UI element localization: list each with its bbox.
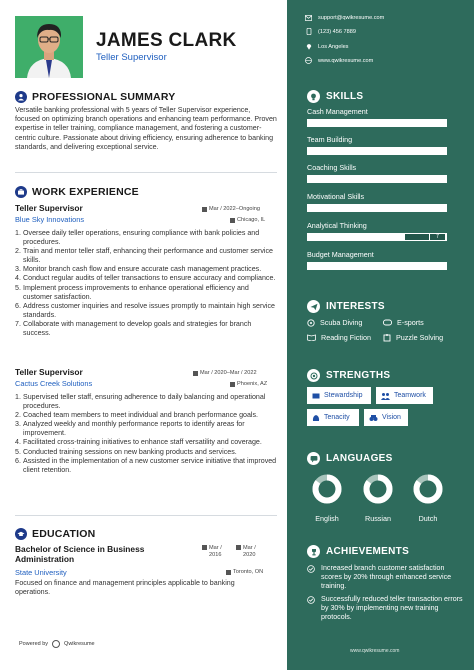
skills-heading [307, 90, 363, 103]
interest-label: Puzzle Solving [396, 333, 444, 342]
email-icon [305, 14, 312, 21]
skill-bar-fill [308, 176, 446, 182]
phone-icon [305, 28, 312, 35]
trophy-icon [307, 545, 320, 558]
contact-location-text: Los Angeles [318, 43, 349, 50]
skill-bar [307, 233, 447, 241]
list-item: 6. Assisted in the implementation of a new customer service initiative that improved client retention. [15, 456, 277, 474]
skill-name: Budget Management [307, 250, 374, 259]
globe-icon [305, 57, 312, 64]
target-icon [307, 369, 320, 382]
language-item [406, 473, 450, 523]
skill-name: Cash Management [307, 107, 368, 116]
education-heading [15, 528, 95, 540]
contact-phone[interactable] [305, 28, 356, 35]
e-sports-icon [383, 319, 392, 326]
language-item [356, 473, 400, 523]
languages-heading [307, 452, 393, 465]
language-item [305, 473, 349, 523]
experience-title: WORK EXPERIENCE [32, 186, 139, 198]
strengths-heading [307, 369, 390, 382]
skill-level: 10 [429, 175, 446, 183]
candidate-role: Teller Supervisor [96, 52, 167, 63]
skill-name: Team Building [307, 135, 353, 144]
location-pin-icon [305, 43, 312, 50]
skill-bar-fill [308, 263, 446, 269]
skill-bar [307, 204, 447, 212]
strength-label: Tenacity [324, 414, 350, 421]
education-degree: Bachelor of Science in Business Administration [15, 544, 145, 564]
summary-heading [15, 91, 175, 103]
interest-item [383, 333, 443, 342]
profile-photo [15, 16, 83, 78]
skill-level: 10 [429, 204, 446, 212]
skill-level: 10 [429, 262, 446, 270]
contact-email-text: support@qwikresume.com [318, 14, 385, 21]
briefcase-icon [15, 186, 27, 198]
calendar-icon [236, 545, 241, 550]
achievement-item [307, 595, 467, 621]
strength-label: Stewardship [324, 392, 363, 399]
achievement-text: Successfully reduced teller transaction errors by 30% by implementing new training protocols. [321, 595, 463, 621]
education-description: Focused on finance and management principles applicable to banking operations. [15, 579, 235, 597]
calendar-icon [202, 545, 207, 550]
language-proficiency-ring [412, 473, 444, 505]
skill-bar-fill [308, 120, 446, 126]
job-title: Teller Supervisor [15, 203, 83, 213]
list-item: 6. Address customer inquiries and resolve issues promptly to maintain high service standards. [15, 301, 275, 319]
experience-heading [15, 186, 139, 198]
interest-item [307, 333, 371, 342]
strength-label: Vision [382, 414, 401, 421]
skill-bar [307, 175, 447, 183]
paper-plane-icon [307, 300, 320, 313]
achievements-title: ACHIEVEMENTS [326, 546, 410, 557]
job-dates-text: Mar / 2020–Mar / 2022 [200, 370, 257, 376]
interest-label: Reading Fiction [321, 333, 371, 342]
skill-name: Motivational Skills [307, 192, 365, 201]
divider [15, 515, 277, 516]
calendar-icon [193, 371, 198, 376]
interest-item [307, 318, 362, 327]
job-location [230, 217, 265, 223]
lightbulb-icon [307, 90, 320, 103]
location-pin-icon [226, 570, 231, 575]
sidebar [287, 0, 474, 670]
language-name: English [315, 514, 339, 523]
contact-website-text: www.qwikresume.com [318, 57, 374, 64]
job-bullets [15, 229, 277, 338]
location-pin-icon [230, 382, 235, 387]
job-dates [193, 370, 257, 376]
education-start-text: Mar / 2016 [209, 545, 222, 558]
calendar-icon [202, 207, 207, 212]
language-proficiency-ring [311, 473, 343, 505]
puzzle-icon [383, 334, 391, 342]
language-proficiency-ring [362, 473, 394, 505]
list-item: 3. Analyzed weekly and monthly performance reports to identify areas for improvement. [15, 420, 245, 438]
education-end [236, 545, 261, 559]
job-location [230, 381, 267, 387]
interests-heading [307, 300, 385, 313]
skill-name: Analytical Thinking [307, 221, 367, 230]
scuba-diving-icon [307, 319, 315, 327]
job-company: Blue Sky Innovations [15, 215, 85, 224]
candidate-name: JAMES CLARK [96, 30, 237, 51]
skill-bar [307, 147, 447, 155]
list-item: 3. Monitor branch cash flow and ensure accurate cash management practices. [15, 265, 262, 274]
skill-bar [307, 119, 447, 127]
skill-name: Coaching Skills [307, 163, 357, 172]
powered-by-label: Powered by [19, 641, 49, 647]
job-location-text: Phoenix, AZ [237, 381, 268, 387]
skill-level: 10 [429, 147, 446, 155]
list-item: 2. Coached team members to meet individual and branch performance goals. [15, 411, 259, 420]
interest-item [383, 318, 424, 327]
achievement-item [307, 564, 467, 590]
languages-title: LANGUAGES [326, 453, 393, 464]
job-company: Cactus Creek Solutions [15, 379, 93, 388]
check-circle-icon [307, 565, 315, 573]
graduation-cap-icon [15, 528, 27, 540]
education-location-text: Toronto, ON [233, 569, 264, 575]
skill-bar-fill [308, 148, 446, 154]
summary-text: Versatile banking professional with 5 years of Teller Supervisor experience, focused on optimizing branch operations and enhancing team performance. Proven expertise in teller training, compliance management, and fostering a customer-centric culture. Passionate about driving efficiency, ensuring adherence to banking standards, and delivering exceptional service. [15, 106, 277, 151]
brand-link[interactable]: Qwikresume [64, 641, 95, 647]
list-item: 7. Collaborate with management to develop goals and strategies for branch success. [15, 319, 252, 338]
list-item: 1. Oversee daily teller operations, ensuring compliance with bank policies and procedures. [15, 229, 260, 247]
contact-phone-text: (123) 456 7889 [318, 28, 356, 35]
language-icon [307, 452, 320, 465]
skill-bar [307, 262, 447, 270]
contact-email[interactable] [305, 14, 384, 21]
job-location-text: Chicago, IL [237, 217, 266, 223]
stewardship-icon [312, 392, 320, 400]
list-item: 1. Supervised teller staff, ensuring adherence to daily balancing and operational procedures. [15, 393, 266, 411]
achievement-text: Increased branch customer satisfaction scores by 20% through enhanced service training. [321, 564, 452, 590]
contact-location [305, 43, 348, 50]
list-item: 2. Train and mentor teller staff, enhancing their performance and customer service skills. [15, 247, 273, 265]
strength-chip [307, 409, 359, 426]
skill-bar-fill [308, 234, 405, 240]
summary-title: PROFESSIONAL SUMMARY [32, 91, 176, 103]
list-item: 4. Conduct regular audits of teller transactions to ensure accuracy and compliance. [15, 274, 276, 283]
language-name: Russian [365, 514, 391, 523]
list-item: 5. Conducted training sessions on new banking products and services. [15, 447, 237, 456]
achievements-heading [307, 545, 409, 558]
skills-title: SKILLS [326, 91, 364, 102]
education-school: State University [15, 568, 67, 577]
education-end-text: Mar / 2020 [243, 545, 256, 558]
strength-label: Teamwork [394, 392, 426, 399]
list-item: 4. Facilitated cross-training initiatives to enhance staff versatility and coverage. [15, 438, 262, 447]
teamwork-icon [381, 392, 390, 400]
strength-chip [307, 387, 371, 404]
powered-by-footer [19, 640, 95, 648]
job-dates [202, 206, 260, 212]
tenacity-icon [312, 414, 320, 422]
interest-label: E-sports [397, 318, 424, 327]
education-location [226, 569, 263, 575]
reading-fiction-icon [307, 334, 316, 341]
language-name: Dutch [418, 514, 438, 523]
education-title: EDUCATION [32, 528, 96, 540]
vision-icon [369, 414, 378, 422]
check-circle-icon [307, 596, 315, 604]
location-pin-icon [230, 218, 235, 223]
website-footer[interactable]: www.qwikresume.com [350, 648, 400, 654]
job-bullets [15, 393, 277, 475]
skill-level: 10 [429, 119, 446, 127]
divider [15, 172, 277, 173]
job-dates-text: Mar / 2022–Ongoing [209, 206, 260, 212]
contact-website[interactable] [305, 57, 373, 64]
skill-bar-fill [308, 205, 446, 211]
person-icon [15, 91, 27, 103]
strengths-title: STRENGTHS [326, 370, 391, 381]
interests-title: INTERESTS [326, 301, 385, 312]
skill-level: 7 [429, 233, 446, 241]
list-item: 5. Implement process improvements to enhance operational efficiency and customer satisfaction. [15, 283, 249, 301]
education-start [202, 545, 227, 559]
strength-chip [376, 387, 433, 404]
job-title: Teller Supervisor [15, 367, 83, 377]
strength-chip [364, 409, 408, 426]
qwikresume-logo-icon [52, 640, 60, 648]
interest-label: Scuba Diving [320, 318, 363, 327]
